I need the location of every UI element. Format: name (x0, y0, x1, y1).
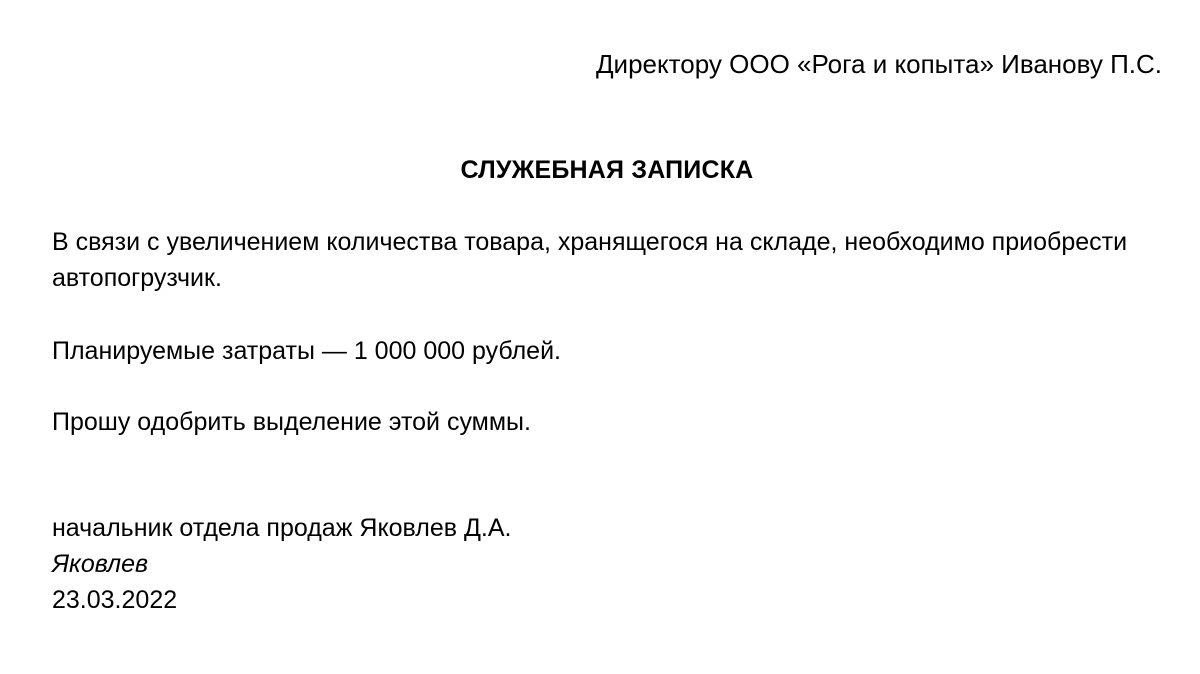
body-paragraph-request: Прошу одобрить выделение этой суммы. (52, 408, 531, 436)
handwritten-signature: Яковлев (52, 550, 149, 578)
body-paragraph-costs: Планируемые затраты — 1 000 000 рублей. (52, 337, 561, 365)
addressee-line: Директору ООО «Рога и копыта» Иванову П.С. (595, 49, 1162, 79)
author-position-name: начальник отдела продаж Яковлев Д.А. (52, 514, 512, 542)
document-title: СЛУЖЕБНАЯ ЗАПИСКА (460, 156, 754, 184)
document-date: 23.03.2022 (52, 586, 178, 614)
signature-block (52, 510, 512, 618)
body-paragraph-reason: В связи с увеличением количества товара, хранящегося на складе, необходимо приобрести автопогрузчик. (52, 228, 1128, 292)
